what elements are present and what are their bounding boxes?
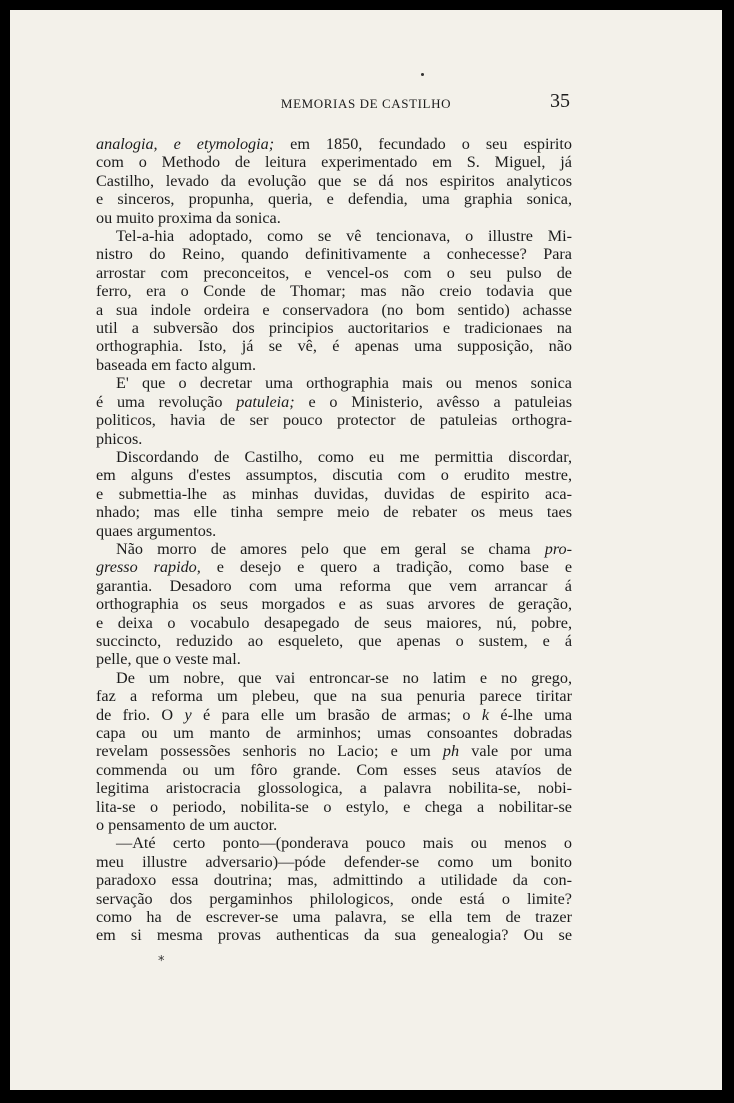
text-run: como ha de escrever-se uma palavra, se ella tem de trazer xyxy=(96,908,572,927)
text-run: paradoxo essa doutrina; mas, admittindo a utilidade da con- xyxy=(96,871,572,890)
running-head: MEMORIAS DE CASTILHO xyxy=(280,96,452,111)
text-run: phicos. xyxy=(96,429,143,448)
text-run: Não morro de amores pelo que em geral se chama xyxy=(116,539,545,558)
text-run: —Até certo ponto—(ponderava pouco mais ou menos o xyxy=(116,834,572,853)
text-run: quaes argumentos. xyxy=(96,521,217,540)
text-line xyxy=(96,190,572,208)
paragraph xyxy=(96,834,572,944)
text-run: e desejo e quero a tradição, como base e xyxy=(200,558,573,577)
text-line xyxy=(96,853,572,871)
text-line xyxy=(96,761,572,779)
text-run: pelle, que o veste mal. xyxy=(96,650,241,669)
text-run: De um nobre, que vai entroncar-se no latim e no grego, xyxy=(116,668,572,687)
text-line xyxy=(96,466,572,484)
text-line xyxy=(96,282,572,300)
text-run: e o Ministerio, avêsso a patuleias xyxy=(294,392,572,411)
paragraph xyxy=(96,669,572,835)
text-line xyxy=(96,779,572,797)
text-run: e deixa o vocabulo desapegado de seus maiores, nú, pobre, xyxy=(96,613,572,632)
text-line xyxy=(96,577,572,595)
page-number: 35 xyxy=(550,90,570,112)
paragraph xyxy=(96,374,572,448)
text-run: ou muito proxima da sonica. xyxy=(96,208,281,227)
text-line xyxy=(96,724,572,742)
text-run: capa ou um manto de arminhos; umas consoantes dobradas xyxy=(96,724,572,742)
text-run: orthographia os seus morgados e as suas arvores de geração, xyxy=(96,595,572,614)
text-line xyxy=(96,632,572,650)
text-run: nistro do Reino, quando definitivamente a conhecesse? Para xyxy=(96,245,572,264)
text-run: é para elle um brasão de armas; o xyxy=(191,705,482,724)
text-run: faz a reforma um plebeu, que na sua penuria parece tiritar xyxy=(96,687,572,706)
text-line xyxy=(96,411,572,429)
paragraph xyxy=(96,540,572,669)
text-line xyxy=(96,135,572,153)
text-run: e submettia-lhe as minhas duvidas, duvidas de espirito aca- xyxy=(96,484,572,503)
text-line xyxy=(96,687,572,705)
text-line xyxy=(96,448,572,466)
text-run: de frio. O xyxy=(96,705,185,724)
italic-run: pro- xyxy=(544,539,572,558)
text-run: Discordando de Castilho, como eu me permittia discordar, xyxy=(116,447,572,466)
italic-run: ph xyxy=(442,742,460,761)
text-run: com o Methodo de leitura experimentado em S. Miguel, já xyxy=(96,153,572,172)
text-line xyxy=(96,356,572,374)
text-run: vale por uma xyxy=(459,742,572,761)
text-run: succincto, reduzido ao esqueleto, que apenas o sustem, e á xyxy=(96,631,572,650)
text-run: orthographia. Isto, já se vê, é apenas uma supposição, não xyxy=(96,337,572,356)
text-run: nhado; mas elle tinha sempre meio de rebater os meus taes xyxy=(96,503,572,522)
italic-run: gresso rapido, xyxy=(96,558,201,577)
text-line xyxy=(96,319,572,337)
text-line xyxy=(96,301,572,319)
italic-run: k xyxy=(481,705,490,724)
text-run: Tel-a-hia adoptado, como se vê tencionava, o illustre Mi- xyxy=(116,227,572,246)
text-run: e sinceros, propunha, queria, e defendia, uma graphia sonica, xyxy=(96,190,572,209)
text-line xyxy=(96,153,572,171)
text-run: servação dos pergaminhos philologicos, onde está o limite? xyxy=(96,889,572,908)
text-line xyxy=(96,816,572,834)
text-line xyxy=(96,890,572,908)
text-line xyxy=(96,430,572,448)
text-line xyxy=(96,834,572,852)
text-run: ferro, era o Conde de Thomar; mas não creio todavia que xyxy=(96,282,572,301)
text-line xyxy=(96,706,572,724)
text-line xyxy=(96,871,572,889)
signature-mark: * xyxy=(158,954,165,969)
text-line xyxy=(96,614,572,632)
text-line xyxy=(96,172,572,190)
text-line xyxy=(96,650,572,668)
text-run: é-lhe uma xyxy=(489,705,573,724)
text-run: revelam possessões senhoris no Lacio; e um xyxy=(96,742,443,761)
italic-run: analogia, e etymologia; xyxy=(96,135,275,153)
text-line xyxy=(96,908,572,926)
text-line xyxy=(96,374,572,392)
text-run: é uma revolução xyxy=(96,392,237,411)
text-line xyxy=(96,540,572,558)
text-run: em alguns d'estes assumptos, discutia com o erudito mestre, xyxy=(96,466,572,485)
text-run: arrostar com preconceitos, e vencel-os com o seu pulso de xyxy=(96,263,572,282)
text-run: em si mesma provas authenticas da sua genealogia? Ou se xyxy=(96,926,572,945)
text-run: commenda ou um fôro grande. Com esses seus atavíos de xyxy=(96,760,572,779)
text-line xyxy=(96,209,572,227)
paragraph xyxy=(96,135,572,227)
text-line xyxy=(96,742,572,760)
text-line xyxy=(96,669,572,687)
italic-run: y xyxy=(184,705,192,724)
text-run: o pensamento de um auctor. xyxy=(96,816,278,835)
body-text xyxy=(96,135,572,945)
text-line xyxy=(96,485,572,503)
text-line xyxy=(96,558,572,576)
text-run: E' que o decretar uma orthographia mais ou menos sonica xyxy=(116,374,572,393)
text-run: lita-se o periodo, nobilita-se o estylo, e chega a nobilitar-se xyxy=(96,797,572,816)
text-line xyxy=(96,393,572,411)
text-run: a sua indole ordeira e conservadora (no bom sentido) achasse xyxy=(96,300,572,319)
text-run: em 1850, fecundado o seu espirito xyxy=(274,135,572,153)
paragraph xyxy=(96,448,572,540)
text-run: Castilho, levado da evolução que se dá nos espiritos analyticos xyxy=(96,171,572,190)
text-line xyxy=(96,264,572,282)
text-line xyxy=(96,522,572,540)
text-run: baseada em facto algum. xyxy=(96,355,257,374)
text-run: legitima aristocracia glossologica, a palavra nobilita-se, nobi- xyxy=(96,779,572,798)
text-line xyxy=(96,337,572,355)
text-line xyxy=(96,926,572,944)
text-line xyxy=(96,503,572,521)
text-run: util a subversão dos principios auctoritarios e tradicionaes na xyxy=(96,319,572,338)
text-line xyxy=(96,245,572,263)
page-header xyxy=(10,90,722,118)
text-run: politicos, havia de ser pouco protector de patuleias orthogra- xyxy=(96,411,572,430)
text-line xyxy=(96,798,572,816)
text-run: meu illustre adversario)—póde defender-se como um bonito xyxy=(96,852,572,871)
italic-run: patuleia; xyxy=(236,392,295,411)
book-page xyxy=(10,10,722,1090)
text-line xyxy=(96,595,572,613)
print-speck xyxy=(421,73,424,76)
paragraph xyxy=(96,227,572,374)
text-run: garantia. Desadoro com uma reforma que vem arrancar á xyxy=(96,576,572,595)
text-line xyxy=(96,227,572,245)
